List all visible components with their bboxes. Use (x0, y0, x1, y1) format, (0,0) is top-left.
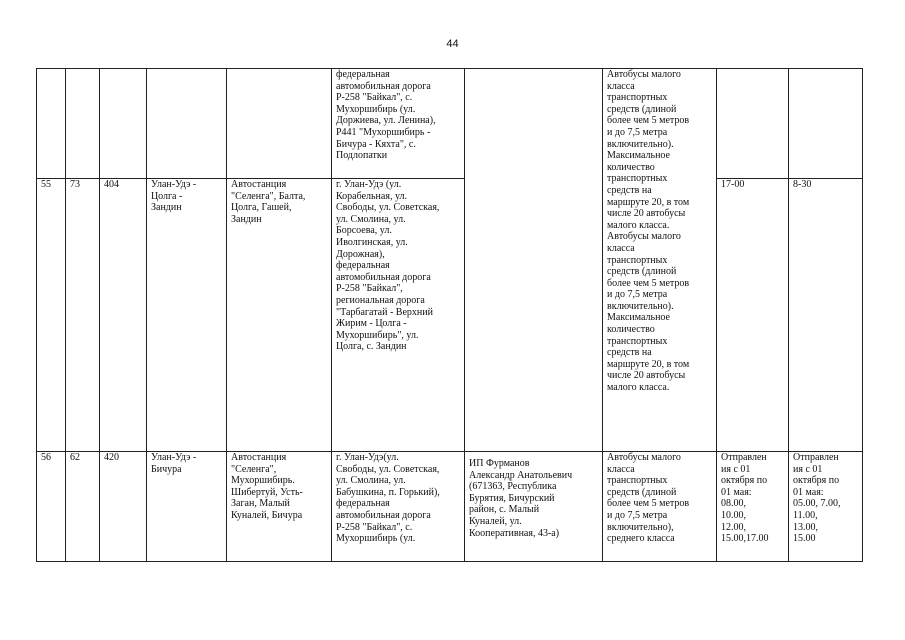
cell-route-number: 404 (100, 179, 147, 452)
cell-stops: Автостанция "Селенга", Мухоршибирь. Шибертуй, Усть- Заган, Малый Куналей, Бичура (227, 452, 332, 562)
table-row (37, 452, 863, 562)
cell-number: 56 (37, 452, 66, 562)
cell-registry-number: 62 (66, 452, 100, 562)
cell-route-name: Улан-Удэ - Бичура (147, 452, 227, 562)
cell-streets: г. Улан-Удэ (ул. Корабельная, ул. Свободы, ул. Советская, ул. Смолина, ул. Борсоева, ул. Иволгинская, ул. Дорожная), федеральная автомобильная дорога Р-258 "Байкал", региональная дорога "Тарбагатай - Верхний Жирим - Цолга - Мухоршибирь", ул. Цолга, с. Зандин (332, 179, 465, 452)
cell-time-to (789, 69, 863, 179)
cell-time-from: Отправлен ия с 01 октября по 01 мая: 08.00, 10.00, 12.00, 15.00,17.00 (717, 452, 789, 562)
page-number: 44 (446, 38, 459, 50)
cell-streets: г. Улан-Удэ(ул. Свободы, ул. Советская, ул. Смолина, ул. Бабушкина, п. Горький), федеральная автомобильная дорога Р-258 "Байкал", с. Мухоршибирь (ул. (336, 452, 440, 545)
table-row (37, 179, 863, 452)
cell-registry-number: 73 (66, 179, 100, 452)
table-row (37, 69, 863, 179)
cell-route-name (147, 69, 227, 179)
cell-number (37, 69, 66, 179)
cell-time-from: 17-00 (717, 179, 789, 452)
cell-route-number: 420 (100, 452, 147, 562)
cell-number: 55 (37, 179, 66, 452)
cell-transport-class: Автобусы малого класса транспортных средств (длиной более чем 5 метров и до 7,5 метра включительно). Максимальное количество транспортных средств на маршруте 20, в том числе 20 автобусы малого класса. Автобусы малого класса транспортных средств (длиной более чем 5 метров и до 7,5 метра включительно). Максимальное количество транспортных средств на маршруте 20, в том числе 20 автобусы малого класса. (603, 69, 717, 452)
cell-route-name: Улан-Удэ - Цолга - Зандин (147, 179, 227, 452)
cell-time-to: 8-30 (789, 179, 863, 452)
cell-carrier: ИП Фурманов Александр Анатольевич (671363, Республика Бурятия, Бичурский район, с. Малый Куналей, ул. Кооперативная, 43-а) (465, 452, 603, 562)
cell-time-to: Отправлен ия с 01 октября по 01 мая: 05.00, 7.00, 11.00, 13.00, 15.00 (789, 452, 863, 562)
cell-carrier-empty (465, 69, 603, 452)
cell-stops: Автостанция "Селенга", Балта, Цолга, Гашей, Зандин (227, 179, 332, 452)
cell-time-from (717, 69, 789, 179)
cell-streets: федеральная автомобильная дорога Р-258 "Байкал", с. Мухоршибирь (ул. Доржиева, ул. Ленина), Р441 "Мухоршибирь - Бичура - Кяхта", с. Подлопатки (332, 69, 465, 179)
cell-transport-class: Автобусы малого класса транспортных средств (длиной более чем 5 метров и до 7,5 метра включительно), среднего класса (607, 452, 690, 545)
routes-table (36, 68, 863, 562)
cell-route-number (100, 69, 147, 179)
cell-registry-number (66, 69, 100, 179)
cell-stops (227, 69, 332, 179)
